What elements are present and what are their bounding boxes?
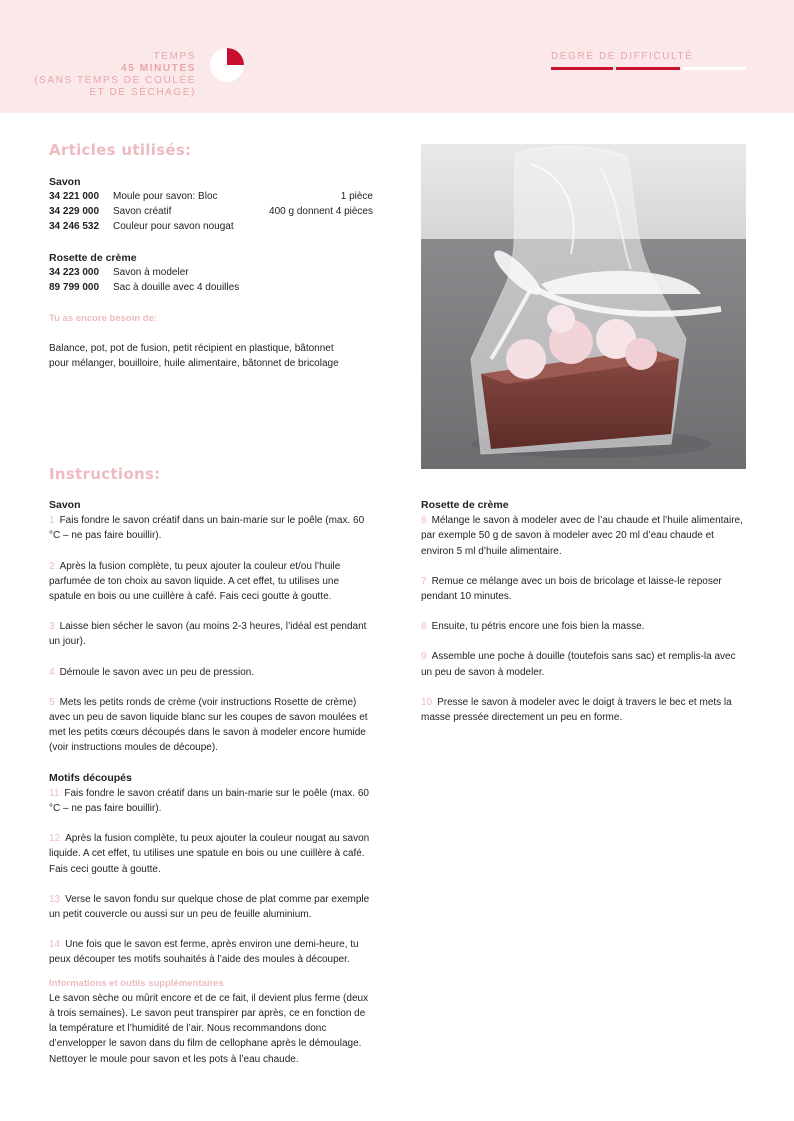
article-code: 89 799 000 xyxy=(49,282,100,293)
motifs-steps-heading: Motifs découpés xyxy=(49,771,132,784)
difficulty-bar-1 xyxy=(551,67,613,70)
step-number: 10 xyxy=(421,696,433,708)
time-clock-icon xyxy=(209,47,245,83)
instructions-right-column xyxy=(421,498,746,725)
step-text: Après la fusion complète, tu peux ajouter la couleur et/ou l’huile parfumée de ton choix au savon liquide. A cet effet, tu utilises une spatule en bois ou une cuillère à café. Fais ceci goutte à goutte. xyxy=(49,560,341,603)
step-number: 8 xyxy=(421,621,427,633)
instruction-step xyxy=(49,559,374,605)
time-value: 45 MINUTES xyxy=(121,63,196,74)
step-text: Presse le savon à modeler avec le doigt à travers le bec et mets la masse pressée directement un peu en forme. xyxy=(421,696,732,724)
time-clock-wedge xyxy=(227,48,244,65)
article-row xyxy=(49,267,373,281)
article-code: 34 229 000 xyxy=(49,206,100,217)
difficulty-bar-2 xyxy=(616,67,680,70)
rosette-steps-heading: Rosette de crème xyxy=(421,499,509,511)
step-text: Laisse bien sécher le savon (au moins 2-3 heures, l’idéal est pendant un jour). xyxy=(49,621,367,648)
info-text: Le savon sèche ou mûrit encore et de ce fait, il devient plus ferme (deux à trois semaines). Le savon peut transpirer par après, ce en fonction de la température et l’humidité de l’air. Nous recommandons donc d’envelopper le savon dans du film de cellophane après le démoulage. Nettoyer le moule pour savon et les pots à l’eau chaude. xyxy=(49,992,369,1065)
step-number: 9 xyxy=(421,651,427,663)
instruction-step xyxy=(49,892,374,922)
article-row xyxy=(49,191,373,205)
instruction-step xyxy=(421,574,746,604)
time-note-line1: (SANS TEMPS DE COULÉE xyxy=(34,75,196,86)
step-number: 13 xyxy=(49,893,61,905)
product-photo xyxy=(421,144,746,469)
step-number: 5 xyxy=(49,696,55,708)
difficulty-label: DEGRÉ DE DIFFICULTÉ xyxy=(551,51,694,62)
step-number: 4 xyxy=(49,666,55,678)
instruction-step xyxy=(49,619,374,649)
article-code: 34 223 000 xyxy=(49,267,100,278)
step-text: Mélange le savon à modeler avec de l’au chaude et l’huile alimentaire, par exemple 50 g de savon à modeler avec 20 ml d’eau chaude et environ 5 ml d’huile alimentaire. xyxy=(421,515,743,557)
instruction-step xyxy=(49,937,374,967)
article-qty: 1 pièce xyxy=(340,191,373,202)
instruction-step xyxy=(421,649,746,679)
article-name: Couleur pour savon nougat xyxy=(113,221,234,232)
article-code: 34 246 532 xyxy=(49,221,100,232)
step-number: 3 xyxy=(49,621,55,633)
article-name: Savon à modeler xyxy=(113,267,189,278)
step-text: Démoule le savon avec un peu de pression. xyxy=(59,666,255,678)
step-number: 1 xyxy=(49,515,55,527)
info-title: Informations et outils supplémentaires xyxy=(49,977,224,989)
article-row xyxy=(49,282,373,296)
extra-text: Balance, pot, pot de fusion, petit récipient en plastique, bâtonnet pour mélanger, bouilloire, huile alimentaire, bâtonnet de bricolage xyxy=(49,343,339,370)
step-text: Assemble une poche à douille (toutefois sans sac) et remplis-la avec un peu de savon à modeler. xyxy=(421,651,736,678)
article-name: Moule pour savon: Bloc xyxy=(113,191,218,202)
time-note-line2: ET DE SÉCHAGE) xyxy=(89,87,196,98)
step-text: Après la fusion complète, tu peux ajouter la couleur nougat au savon liquide. A cet effet, tu utilises une spatule en bois ou une cuillère à café. Fais ceci goutte à goutte. xyxy=(49,833,370,875)
instruction-step xyxy=(49,695,374,756)
step-text: Une fois que le savon est ferme, après environ une demi-heure, tu peux découper tes motifs souhaités à l’aide des moules à découper. xyxy=(49,939,359,966)
step-text: Fais fondre le savon créatif dans un bain-marie sur le poêle (max. 60 °C – ne pas faire bouillir). xyxy=(49,515,365,542)
savon-group-heading: Savon xyxy=(49,176,81,188)
article-name: Savon créatif xyxy=(113,206,172,217)
instruction-step xyxy=(421,619,746,634)
step-number: 14 xyxy=(49,939,61,951)
instructions-title: Instructions: xyxy=(49,465,161,483)
step-number: 7 xyxy=(421,575,427,587)
time-label: TEMPS xyxy=(153,51,196,62)
rosette-group-heading: Rosette de crème xyxy=(49,252,137,264)
step-text: Ensuite, tu pétris encore une fois bien la masse. xyxy=(431,621,645,633)
article-row xyxy=(49,206,373,220)
instruction-step xyxy=(49,513,374,543)
step-number: 12 xyxy=(49,833,61,845)
time-info xyxy=(34,51,196,99)
instruction-step xyxy=(421,695,746,725)
instruction-step xyxy=(49,786,374,816)
difficulty-bar-3 xyxy=(683,67,746,70)
extra-title: Tu as encore besoin de: xyxy=(49,313,158,324)
step-number: 6 xyxy=(421,515,427,527)
instruction-step xyxy=(421,513,746,559)
step-text: Verse le savon fondu sur quelque chose de plat comme par exemple un petit couvercle ou aussi sur un peu de feuille aluminium. xyxy=(49,893,370,921)
article-qty: 400 g donnent 4 pièces xyxy=(269,206,373,217)
article-name: Sac à douille avec 4 douilles xyxy=(113,282,240,293)
savon-steps-heading: Savon xyxy=(49,499,81,511)
instruction-step xyxy=(49,665,374,680)
step-text: Mets les petits ronds de crème (voir instructions Rosette de crème) avec un peu de savon liquide blanc sur les coupes de savon moulées et met les petits cœurs découpés dans le savon à modeler encore humide (voir instructions moules de découpe). xyxy=(49,696,368,754)
step-number: 11 xyxy=(49,787,60,799)
article-code: 34 221 000 xyxy=(49,191,100,202)
step-text: Remue ce mélange avec un bois de bricolage et laisse-le reposer pendant 10 minutes. xyxy=(421,575,722,603)
step-text: Fais fondre le savon créatif dans un bain-marie sur le poêle (max. 60 °C – ne pas faire bouillir). xyxy=(49,787,369,815)
step-number: 2 xyxy=(49,560,55,572)
instructions-left-column xyxy=(49,498,374,1067)
article-row xyxy=(49,221,373,235)
articles-title: Articles utilisés: xyxy=(49,141,192,159)
instruction-step xyxy=(49,831,374,877)
